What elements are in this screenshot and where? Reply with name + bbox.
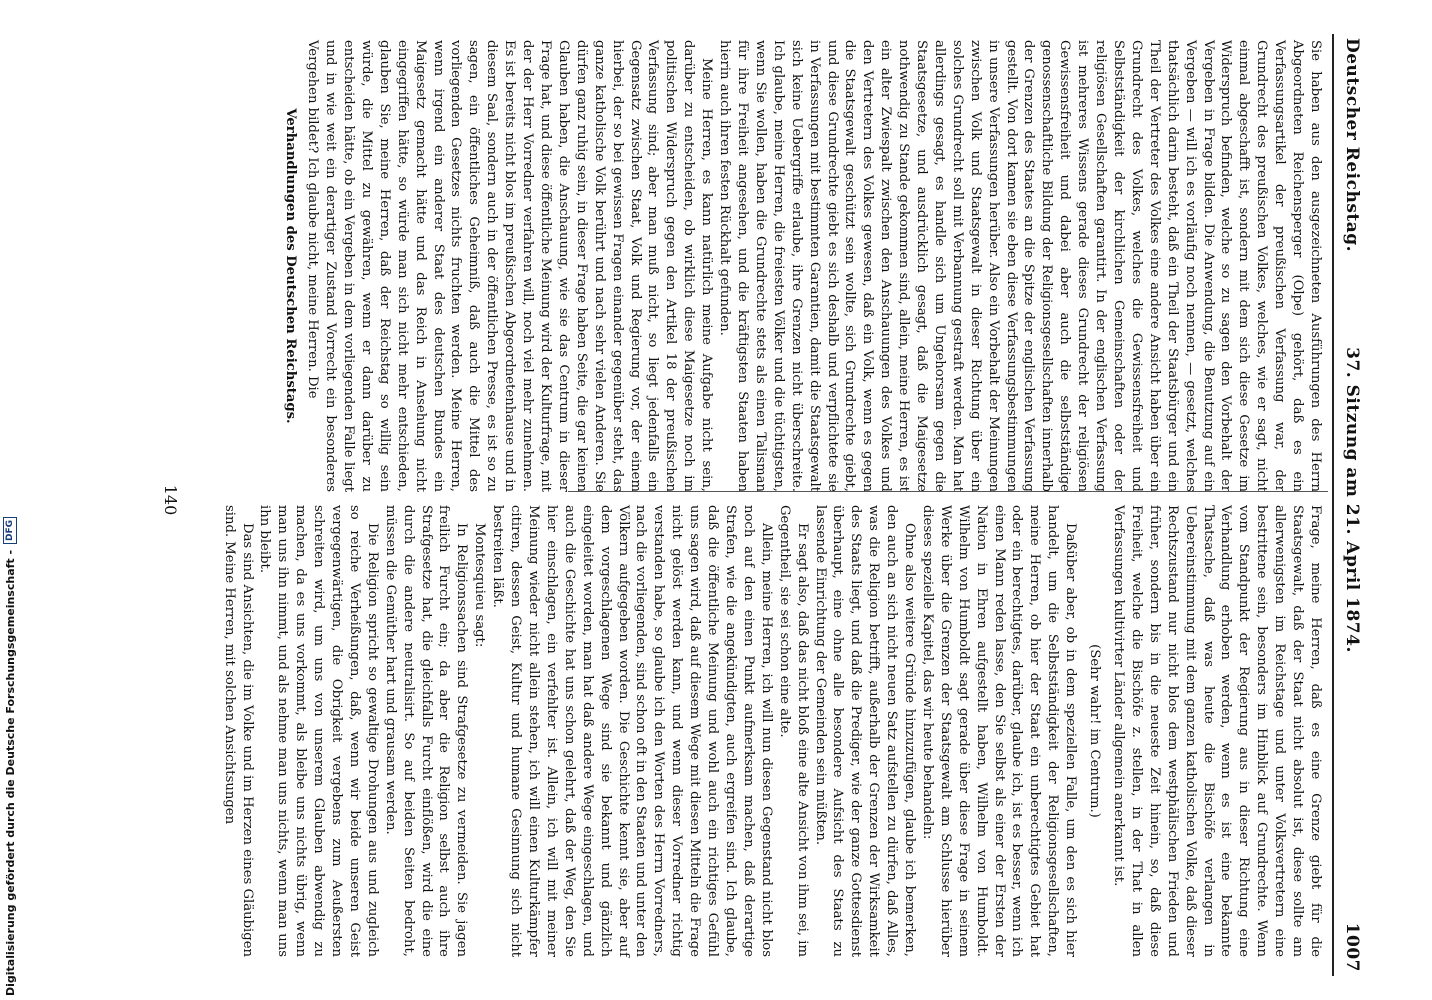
right-paragraph-3: Er sagt also, daß das nicht bloß eine alte Ansicht von ihm sei, im Gegentheil, sie sei schon eine alte. <box>776 505 810 957</box>
header-rule <box>1332 34 1334 976</box>
header-title: 37. Sitzung am 21. April 1874. <box>1342 347 1362 653</box>
bottom-page-number: 140 <box>161 484 180 516</box>
left-signature: Verhandlungen des Deutschen Reichstags. <box>283 108 299 424</box>
right-paragraph-2: Daßüber aber, ob in dem speziellen Falle, um den es sich hier handelt, um die Selbstständigkeit der Religionsgesellschaften, meine Herren, ob hier der Staat ein unberechtigtes Gebiet hat oder ein berechtigtes, darüber, glaube ich, ist es besser, wenn ich einen Mann reden lasse, den Sie selbst als einer der Ersten der Nation in Ehren aufgestellt haben, Wilhelm von Humboldt. Wilhelm von Humboldt sagt gerade über diese Frage in seinem Werke über die Grenzen der Staatsgewalt am Schlusse hierüber dieses spezielle Kapitel, das wir heute behandeln: <box>919 505 1079 957</box>
dfg-logo-icon: DFG <box>3 517 17 544</box>
montesquieu-intro: Montesquieu sagt: <box>472 523 488 648</box>
montesquieu-quote-2: Die Religion spricht so gewaltige Drohungen aus und zugleich so reiche Verheißungen, daß, wenn wir beide unseren Geist vergegenwärtigen, die Obrigkeit vergebens zum Aeußersten schreiten wird, um uns von unserem Glauben abwendig zu machen, da es uns vorkommt, als bleibe uns nichts übrig, wenn man uns ihn nimmt, und als nehme man uns nichts, wenn man uns ihn bleibt. <box>257 505 380 957</box>
left-paragraph-2: Meine Herren, es kann natürlich meine Aufgabe nicht sein, darüber zu entscheiden, ob wirklich diese Maigesetze noch im politischen Widerspruch gegen den Artikel 18 der preußischen Verfassung sind; aber man muß nicht, so liegt jedenfalls ein Gegensatz zwischen Staat, Volk und Regierung vor, der einem hierbei, der so bei gewissen Fragen einander gegenüber steht, das ganze katholische Volk berührt und nach sehr vielen Anderen. Sie dürfen ganz ruhig sein, in dieser Frage haben Seite, die gar keinen Glauben haben, die Anschauung, wie sie das Centrum in dieser Frage hat, und diese öffentliche Meinung wird der Kulturfrage, mit der der Herr Vorredner verfahren will, noch viel mehr zunehmen. Es ist bereits nicht blos im preußischen Abgeordnetenhause und in diesem Saal, sondern auch in der öffentlichen Presse, es ist so zu sagen, ein öffentliches Geheimniß, daß auch die Mittel des vorliegenden Gesetzes nichts fruchten werden. Meine Herren, wenn irgend ein anderer Staat des deutschen Bundes ein Maigesetz gemacht hätte und das Reich in Ansehung nicht eingegriffen hätte, so würde man sich nicht mehr entschieden, glauben Sie, meine Herren, daß der Reichstag so willig sein würde, die Mittel zu gewähren, wenn er dann darüber zu entscheiden hätte, ob ein Vergeben in dem vorliegenden Falle liegt und in wie weit ein derartiger Zustand Vorrecht ein besonderes Vergehen bildet? Ich glaube nicht, meine Herren. Die <box>305 40 715 492</box>
left-paragraph-1: Sie haben aus den ausgezeichneten Ausführungen des Herrn Abgeordneten Reichensperger (Olpe) gehört, daß es ein Verfassungsartikel der preußischen Verfassung war, der Grundrecht des preußischen Volkes, welches, wie er sagt, nicht einmal abgeschafft ist, sondern mit dem sich diese Gesetze im Widerspruch befinden, welche so zu sagen den Vorbehalt der Vergeben in Frage bilden. Die Anwendung, die Benutzung auf ein Vergeben — will ich es vorläufig noch nennen, — gesetzt, welches thatsächlich darin besteht, daß ein Theil der Staatsbürger und ein Theil der Vertreter des Volkes eine andere Ansicht haben über ein Grundrecht des Volkes, welches die Gewissensfreiheit und Selbstständigkeit der kirchlichen Gemeinschaften oder der religiösen Gesellschaften garantirt. In der englischen Verfassung ist mehreres Wissens gerade dieses Grundrecht der religiösen Gewissensfreiheit und dabei aber auch die selbstständige genossenschaftliche Bildung der Religionsgesellschaften innerhalb der Grenzen des Staates an die Spitze der englischen Verfassung gestellt. Von dort kamen sie eben diese Verfassungsbestimmungen in unsere Verfassungen herüber. Also ein Vorbehalt der Meinungen zwischen Volk und Staatsgewalt in dieser Richtung über ein solches Grundrecht soll mit Verbannung gestraft werden. Man hat allerdings gesagt, es handle sich um Ungehorsam gegen die Staatsgesetze, und ausdrücklich gesagt, daß die Maigesetze nothwendig zu Stande gekommen sind, allein, meine Herren, es ist ein alter Zwiespalt zwischen den Anschauungen des Volkes und den Vertretern des Volkes gewesen, daß ein Volk, wenn es gegen die Staatsgewalt geschützt sein wollte, sich Grundrechte giebt, und diese Grundrechte giebt es sich deshalb und verpflichtete sie in Verfassungen mit bestimmten Garantien, damit die Staatsgewalt sich keine Uebergriffe erlaube, ihre Grenzen nicht überschreite. Ich glaube, meine Herren, die freiesten Völker und die tüchtigsten, wenn Sie wollen, haben die Grundrechte stets als einen Talisman für ihre Freiheit angesehen, und die kräftigsten Staaten haben hierin auch ihren festen Rückhalt gefunden. <box>717 40 1323 492</box>
humboldt-quote: Ohne also weitere Gründe hinzuzufügen, glaube ich bemerken, den auch an sich nicht neuen Satz aufstellen zu dürfen, daß Alles, was die Religion betrifft, außerhalb der Grenzen der Wirksamkeit des Staats liegt, und daß die Prediger, wie der ganze Gottesdienst überhaupt, eine ohne alle besondere Aufsicht des Staats zu lassende Einrichtung der Gemeinden sein müßten. <box>812 505 918 957</box>
right-paragraph-4: Allein, meine Herren, ich will nun diesen Gegenstand nicht blos noch auf den einen Punkt aufmerksam machen, daß derartige Strafen, wie die angekündigten, auch ergreifen sind. Ich glaube, daß die öffentliche Meinung und wohl auch ein richtiges Gefühl uns sagen wird, daß auf diesem Wege mit diesen Mitteln die Frage nicht gelöst werden kann, und wenn dieser Vorredner richtig verstanden habe, so glaube ich den Worten des Herrn Vorredners, nach die vorliegenden, sind schon oft in den Staaten und unter den Völkern aufgegeben worden. Die Geschichte kennt sie, aber auf dem vorgeschlagenen Wege sind sie bekannt und gänzlich eingeleitet worden, man hat daß andere Wege eingeschlagen, und auch die Geschichte hat uns schon gelehrt, daß der Weg, den Sie hier einschlagen, ein verfehlter ist. Allein, ich will mit meiner Meinung wieder nicht allein stehen, ich will einen Kulturkämpfer citiren, dessen Geist, Kultur und humane Gesinnung sich nicht bestreiten läßt. <box>490 505 774 957</box>
header-left: Deutscher Reichstag. <box>1342 38 1362 253</box>
montesquieu-quote-1: In Religionssachen sind Strafgesetze zu vermeiden. Sie jagen freilich Furcht ein; da aber die Religion selbst auch ihre Strafgesetze hat, die gleichfalls Furcht einflößen, wird die eine durch die andere neutralisirt. So auf beiden Seiten bedroht, müssen die Gemüther hart und grausam werden. <box>382 505 470 957</box>
interjection: (Sehr wahr! im Centrum.) <box>1087 644 1103 818</box>
column-divider <box>568 491 1328 492</box>
right-column <box>220 505 1324 957</box>
header-page-number: 1007 <box>1342 922 1362 972</box>
right-paragraph-5: Das sind Ansichten, die im Volke und im Herzen eines Gläubigen sind. Meine Herren, mit solchen Ansichtsungen <box>221 505 255 957</box>
left-column <box>281 40 1324 492</box>
right-paragraph-1: Frage, meine Herren, daß es eine Grenze giebt für die Staatsgewalt, daß der Staat nicht absolut ist, diese sollte am allerwenigsten im Reichstage und unter Volksvertretern eine bestrittene sein, besonders im Hinblick auf Grundrechte. Wenn vom Standpunkt der Regierung aus in dieser Richtung eine Verhandlung erhoben werden, wenn es ist eine bekannte Thatsache, daß was heute die Bischöfe verlangen in Uebereinstimmung mit dem ganzen katholischen Volke, daß dieser Rechtszustand nur nicht blos dem westphälischen Frieden und früher, sondern bis in die neueste Zeit hinein, so, daß diese Freiheit, welche die Bischöfe z. stellen, in der That in allen Verfassungen kultivirter Länder allgemein anerkannt ist. <box>1111 505 1323 957</box>
digitization-footer <box>0 0 22 1000</box>
footer-text: Digitalisierung gefördert durch die Deutsche Forschungsgemeinschaft - <box>3 549 17 996</box>
